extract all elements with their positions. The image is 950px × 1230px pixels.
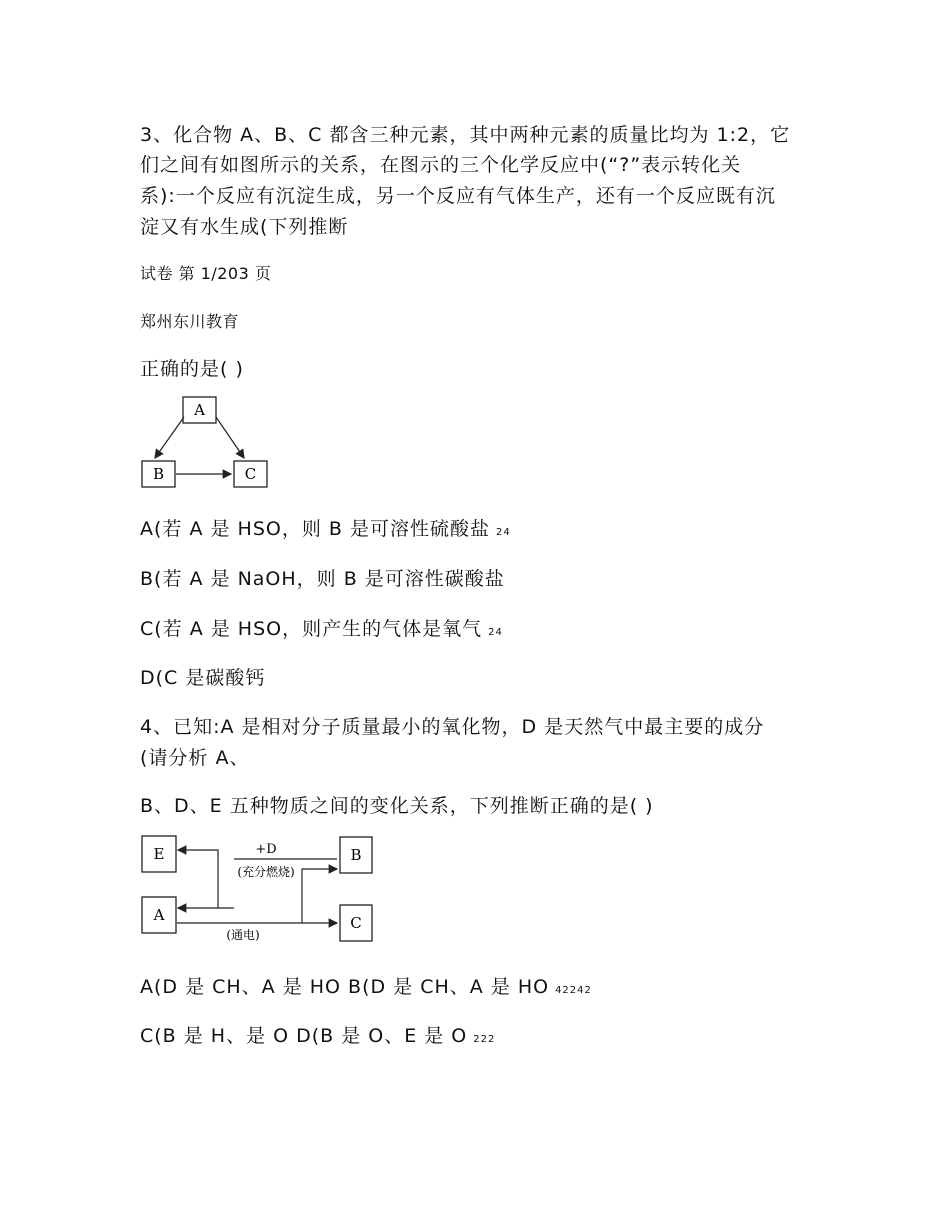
page-info: 试卷 第 1/203 页 <box>140 264 272 283</box>
q4-options-row-2-subscript: 222 <box>473 1034 496 1045</box>
publisher-name: 郑州东川教育 <box>140 312 240 331</box>
q4-label-electrolysis: (通电) <box>226 928 260 942</box>
q3-option-c <box>140 614 503 641</box>
q4-text-line-1: 4、已知:A 是相对分子质量最小的氧化物，D 是天然气中最主要的成分 <box>140 716 765 738</box>
q3-option-a-text: A(若 A 是 HSO，则 B 是可溶性硫酸盐 <box>140 518 490 540</box>
q3-prompt: 正确的是( ) <box>140 358 244 380</box>
q4-arrow-to-e <box>178 850 234 908</box>
q3-option-c-text: C(若 A 是 HSO，则产生的气体是氧气 <box>140 618 483 640</box>
q3-node-a-label: A <box>194 401 205 419</box>
q4-options-row-1-subscript: 42242 <box>555 985 592 996</box>
q4-options-row-2 <box>140 1021 495 1048</box>
q4-options-row-1 <box>140 972 592 999</box>
q3-text-line-1: 3、化合物 A、B、C 都含三种元素，其中两种元素的质量比均为 1:2，它 <box>140 124 791 146</box>
q4-relationship-diagram <box>138 833 378 947</box>
q3-arrow-a-to-c <box>216 417 244 458</box>
q4-node-a-label: A <box>153 906 165 924</box>
q3-text-line-2: 们之间有如图所示的关系，在图示的三个化学反应中(“?”表示转化关 <box>140 154 742 176</box>
q4-node-e-label: E <box>153 845 165 863</box>
q4-options-row-2-text: C(B 是 H、是 O D(B 是 O、E 是 O <box>140 1025 468 1047</box>
q4-node-c-label: C <box>350 914 362 932</box>
q4-text-line-3: B、D、E 五种物质之间的变化关系，下列推断正确的是( ) <box>140 795 654 817</box>
q4-text-line-2: (请分析 A、 <box>140 747 250 769</box>
q3-text-line-3: 系):一个反应有沉淀生成，另一个反应有气体生产，还有一个反应既有沉 <box>140 185 776 207</box>
q3-option-b-text: B(若 A 是 NaOH，则 B 是可溶性碳酸盐 <box>140 568 505 590</box>
q3-option-c-subscript: 24 <box>488 627 503 638</box>
q3-text-line-4: 淀又有水生成(下列推断 <box>140 216 349 238</box>
q4-label-burn: (充分燃烧) <box>237 865 295 879</box>
q3-option-a <box>140 514 511 541</box>
q4-node-b-label: B <box>350 846 362 864</box>
q3-option-d <box>140 663 265 690</box>
q3-arrow-a-to-b <box>155 417 184 458</box>
q4-options-row-1-text: A(D 是 CH、A 是 HO B(D 是 CH、A 是 HO <box>140 976 550 998</box>
q3-node-c-label: C <box>244 465 257 483</box>
q3-node-b-label: B <box>152 465 165 483</box>
q3-option-d-text: D(C 是碳酸钙 <box>140 667 266 689</box>
q3-option-b <box>140 564 505 591</box>
q3-option-a-subscript: 24 <box>495 527 511 538</box>
q4-label-plus-d: +D <box>255 842 277 857</box>
q3-relationship-diagram <box>138 393 273 491</box>
q4-arrow-to-b <box>302 869 337 923</box>
